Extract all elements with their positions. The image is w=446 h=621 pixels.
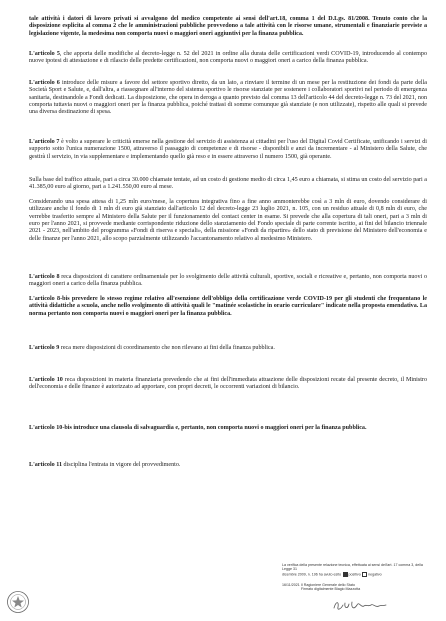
negative-checkbox-icon	[362, 572, 367, 577]
cost-estimate-paragraph: Sulla base del traffico attuale, pari a circa 30.000 chiamate tentate, ad un costo di gestione medio di circa 1,45 euro a chiamata, si stima un costo del servizio pari a 41.385,00 euro al giorno, pari a 1.241.550,00 euro al mese.	[29, 177, 427, 191]
article-5-paragraph: L'articolo 5, che apporta delle modifiche al decreto-legge n. 52 del 2021 in ordine alla durata delle certificazioni verdi COVID-19, introducendo al contempo nuove ipotesi di attestazione e di rilascio delle predette certificazioni, non comporta nuovi o maggiori oneri a carico della finanza pubblica.	[29, 51, 427, 65]
signature-block	[282, 583, 432, 592]
signer-name: Firmato digitalmente Biagio Mazzotta	[301, 587, 361, 592]
article-11-heading: L'articolo 11	[29, 462, 63, 468]
signer-title: Il Ragioniere Generale dello Stato	[301, 583, 355, 587]
article-10-bis-paragraph: L'articolo 10-bis introduce una clausola di salvaguardia e, pertanto, non comporta nuovi o maggiori oneri per la finanza pubblica.	[29, 425, 367, 431]
handwritten-signature-icon	[331, 597, 391, 613]
article-6-heading: L'articolo 6	[29, 80, 60, 86]
article-8-bis-paragraph: L'articolo 8-bis prevedere lo stesso regime relativo all'esenzione dell'obbligo della certificazione verde COVID-19 per gli studenti che frequentano le attività didattiche a scuola, anche nello svolgimento di attività quali le "matinée scolastiche in orario curriculare" indicate nella proposta emendativa. La norma pertanto non comporta nuovi o maggiori oneri per la finanza pubblica.	[29, 296, 427, 317]
negative-label: negativo	[368, 572, 382, 577]
article-7-heading: L'articolo 7	[29, 139, 60, 145]
article-9-paragraph: L'articolo 9 reca mere disposizioni di coordinamento che non rilevano ai fini della finanza pubblica.	[29, 345, 275, 351]
coverage-paragraph: Considerando una spesa attesa di 1,25 mln euro/mese, la copertura integrativa fino a fine anno ammonterebbe così a 3 mln di euro, dovendo considerare di utilizzare anche il fondo di 1 mln di euro già stanziato dall'articolo 12 del decreto-legge 23 luglio 2021, n. 105, con un residuo attuale di 0,8 mln di euro, che verrebbe trasferito sempre al Ministero della Salute per il funzionamento del contact center in esame. Si prevede che alla copertura di tali oneri, pari a 3 mln di euro per l'anno 2021, si provvede mediante corrispondente riduzione dello stanziamento del Fondo speciale di parte corrente iscritto, ai fini del bilancio triennale 2021 - 2023, nell'ambito del programma «Fondi di riserva e speciali», della missione «Fondi da ripartire» dello stato di previsione del Ministero dell'economia e delle finanze per l'anno 2021, allo scopo parzialmente utilizzando l'accantonamento relativo al medesimo Ministero.	[29, 199, 427, 242]
article-11-paragraph: L'articolo 11 disciplina l'entrata in vigore del provvedimento.	[29, 462, 181, 468]
signature-date: 16/11/2021	[282, 583, 300, 587]
verification-note-line-1: La verifica della presente relazione tecnica, effettuata ai sensi dell'art. 17 comma 3, della Legge 31	[282, 563, 423, 572]
verification-note	[282, 563, 432, 577]
article-7-paragraph: L'articolo 7 è volto a superare le criticità emerse nella gestione del servizio di assistenza ai cittadini per l'uso del Digital Covid Certificate, unificando i servizi di supporto sotto l'unica numerazione 1500, attraverso il passaggio di competenze e di risorse - disponibili e anzi da incrementare - al Ministero della Salute, che gestirà il servizio, in via supplementare e implementando quello già reso e in essere attraverso il numero 1500, già operante.	[29, 139, 427, 160]
intro-paragraph: tale attività i datori di lavoro privati si avvalgono del medico competente ai sensi dell'art.18, comma 1 del D.Lgs. 81/2008. Tenuto conto che la disposizione esplicita al comma 2 che le amministrazioni pubbliche provvedono a tale attività con le risorse umane, strumentali e finanziarie previste a legislazione vigente, la medesima non comporta nuovi o maggiori oneri aggiuntivi per la finanza pubblica.	[29, 16, 427, 37]
article-6-paragraph: L'articolo 6 introduce delle misure a favore del settore sportivo diretto, da un lato, a rinviare il termine di un mese per la restituzione dei fondi da parte della Società Sport e Salute, e, dall'altra, a riassegnare all'interno del sistema sportivo le risorse stanziate per sostenere i collaboratori sportivi nel periodo di emergenza sanitaria, destinandole a Fondi dedicati. La disposizione, che opera in deroga a quanto previsto dal comma 13 dell'articolo 44 del decreto-legge n. 73 del 2021, non comporta tuttavia nuovi o maggiori oneri per la finanza pubblica, poiché trattasi di somme comunque già stanziate (e non utilizzate), rispetto alle quali si prevede una diversa destinazione di spesa.	[29, 80, 427, 116]
article-5-heading: L'articolo 5	[29, 51, 60, 57]
article-10-paragraph: L'articolo 10 reca disposizioni in materia finanziaria prevedendo che ai fini dell'immediata attuazione delle disposizioni recate dal presente decreto, il Ministro dell'economia e delle finanze è autorizzato ad apportare, con propri decreti, le occorrenti variazioni di bilancio.	[29, 377, 427, 391]
article-8-paragraph: L'articolo 8 reca disposizioni di carattere ordinamentale per lo svolgimento delle attività culturali, sportive, sociali e ricreative e, pertanto, non comporta nuovi o maggiori oneri a carico della finanza pubblica.	[29, 274, 427, 288]
verification-note-line-2: dicembre 2009, n. 196 ha avuto esito positivo negativo	[282, 572, 382, 577]
article-10-heading: L'articolo 10	[29, 377, 63, 383]
article-8-heading: L'articolo 8	[29, 274, 60, 280]
positive-checkbox-icon	[343, 572, 348, 577]
article-9-heading: L'articolo 9	[29, 345, 60, 351]
positive-label: positivo	[348, 572, 361, 577]
official-seal-icon	[6, 590, 30, 614]
